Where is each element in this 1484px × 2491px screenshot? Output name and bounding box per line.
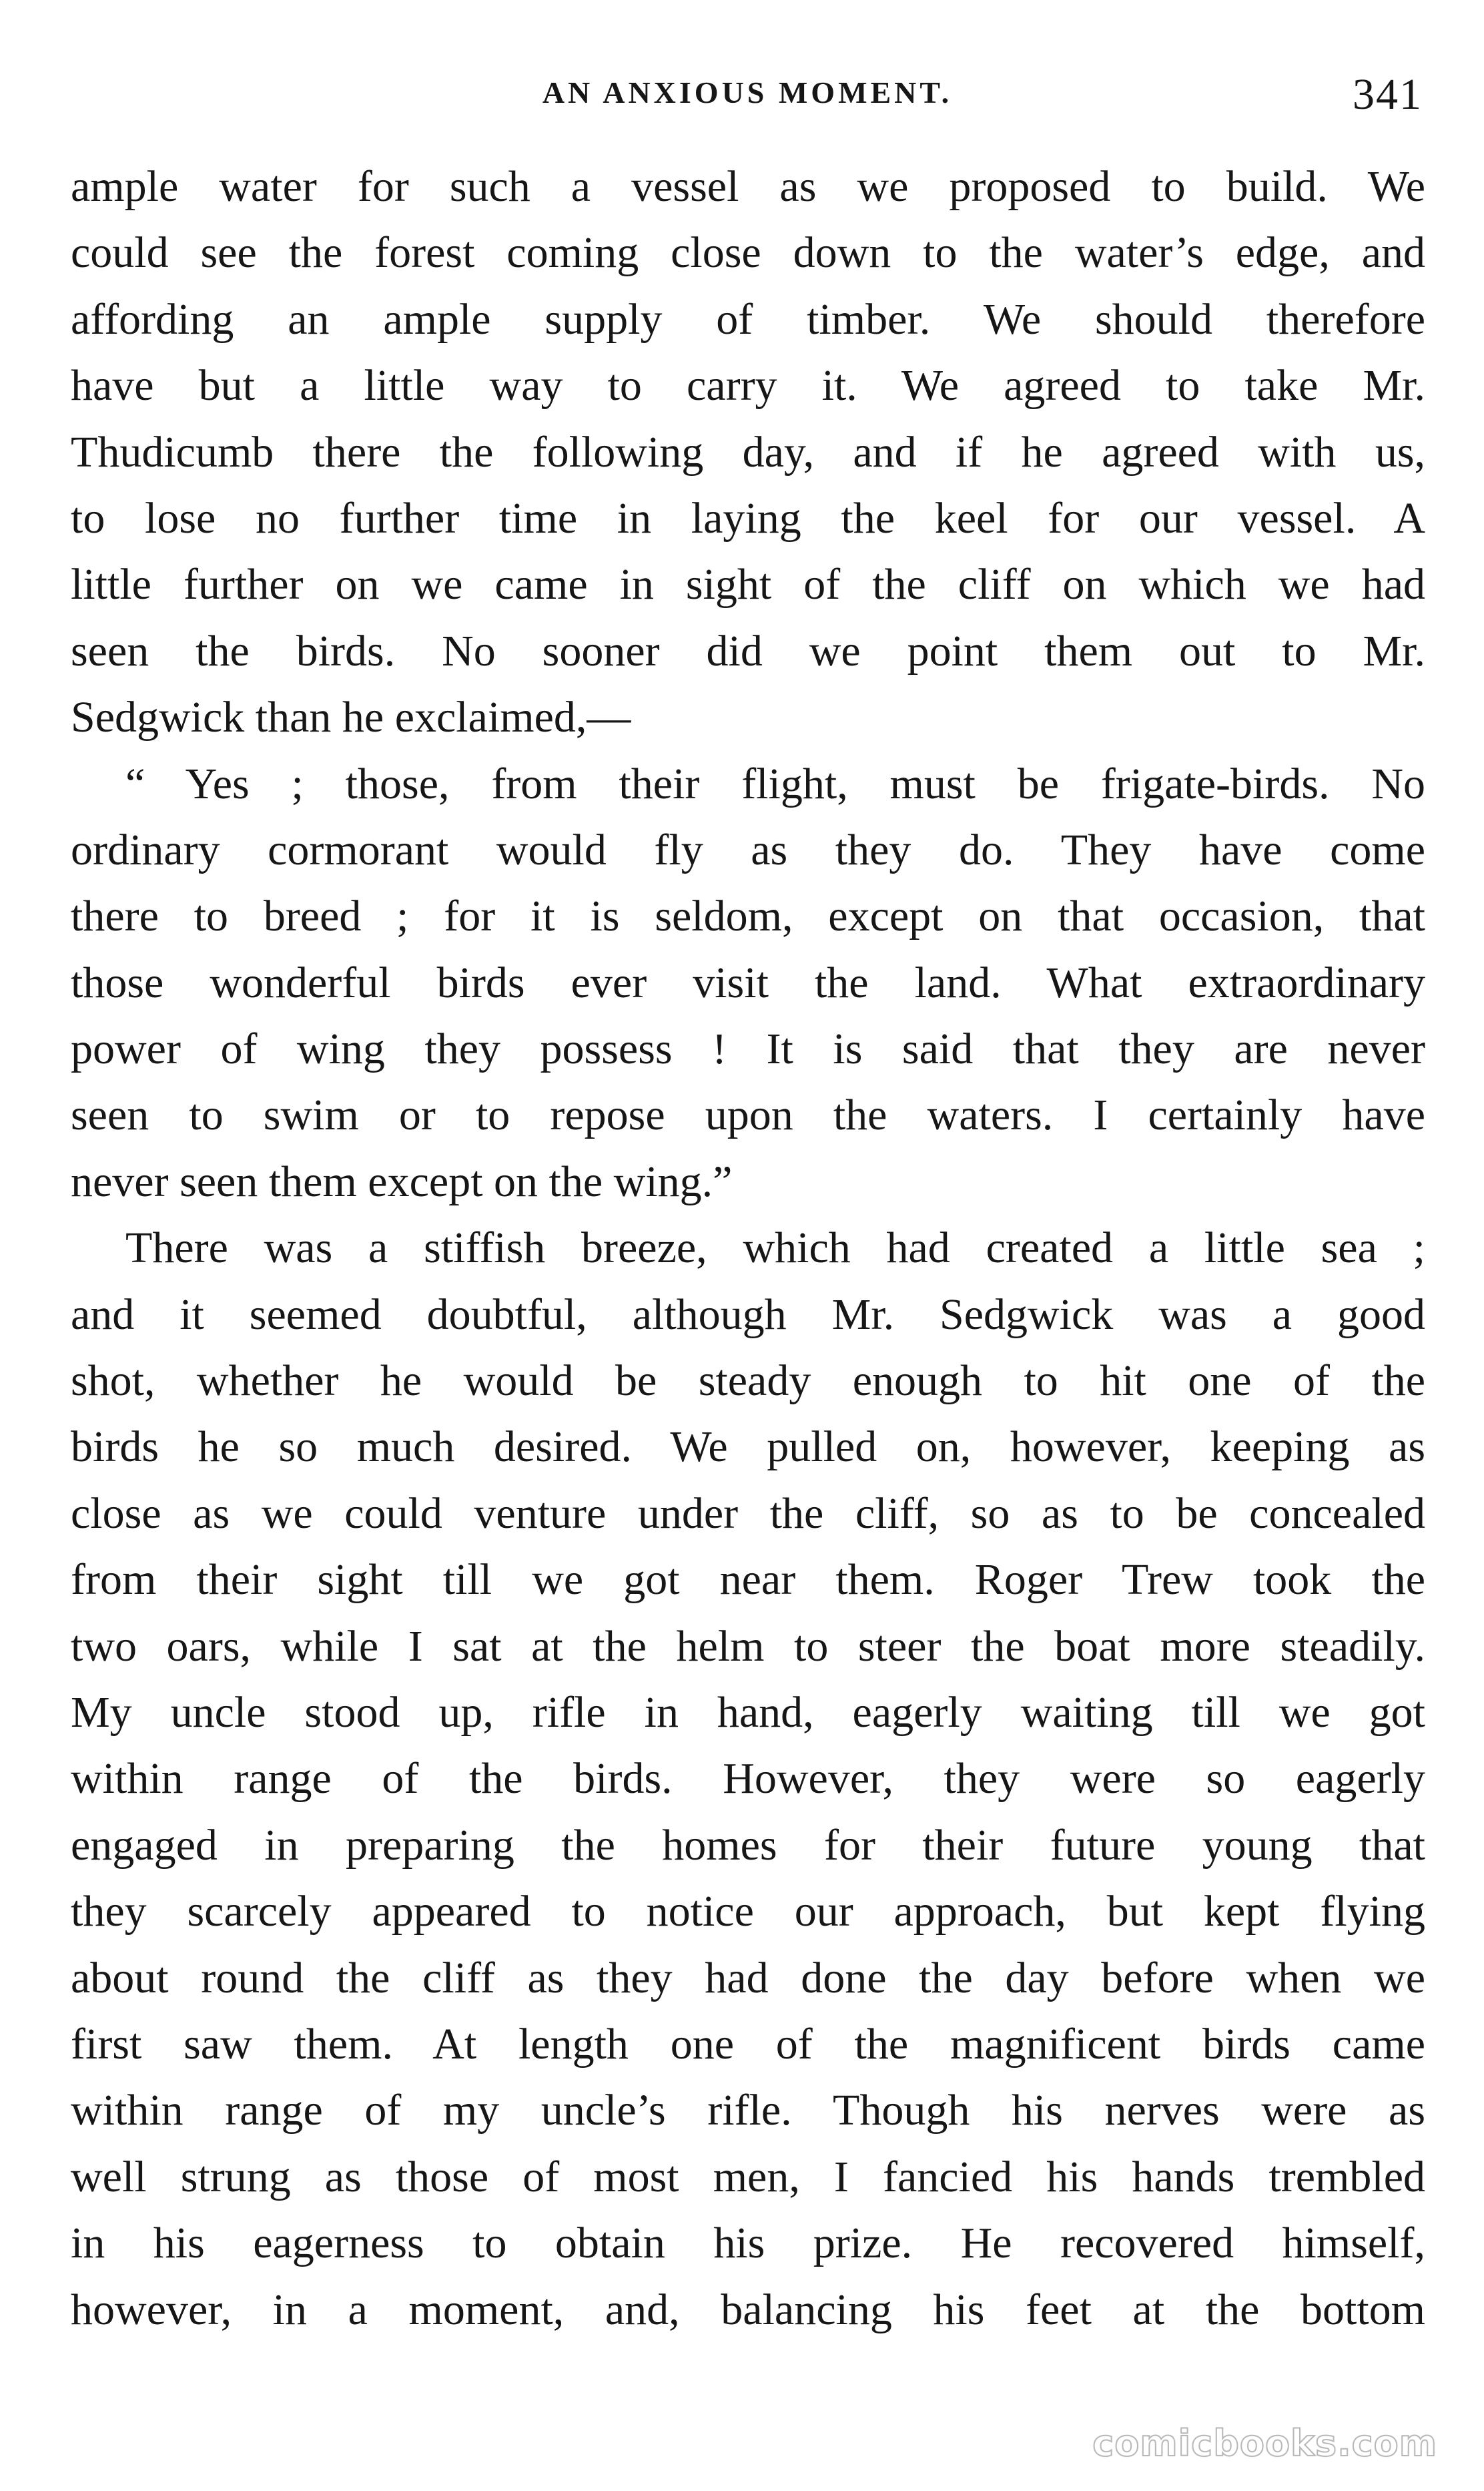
text-line: about round the cliff as they had done the day before when we bbox=[71, 1953, 1425, 2002]
text-line: within range of the birds. However, they were so eagerly bbox=[71, 1754, 1425, 1804]
text-line: have but a little way to carry it. We agreed to take Mr. bbox=[71, 361, 1425, 410]
text-line: they scarcely appeared to notice our approach, but kept flying bbox=[71, 1887, 1425, 1936]
text-line: birds he so much desired. We pulled on, however, keeping as bbox=[71, 1422, 1425, 1472]
running-head: AN ANXIOUS MOMENT. bbox=[542, 75, 953, 109]
text-line: from their sight till we got near them. Roger Trew took the bbox=[71, 1555, 1425, 1605]
page-number: 341 bbox=[1353, 70, 1423, 119]
text-line: never seen them except on the wing.” bbox=[71, 1157, 733, 1206]
text-line: ordinary cormorant would fly as they do. They have come bbox=[71, 825, 1425, 874]
text-line: ample water for such a vessel as we proposed to build. We bbox=[71, 162, 1425, 211]
text-line: however, in a moment, and, balancing his feet at the bottom bbox=[71, 2285, 1425, 2334]
text-line: within range of my uncle’s rifle. Though his nerves were as bbox=[71, 2086, 1425, 2135]
text-line: Thudicumb there the following day, and if he agreed with us, bbox=[71, 427, 1425, 477]
text-line: two oars, while I sat at the helm to steer the boat more steadily. bbox=[71, 1621, 1425, 1671]
text-line: there to breed ; for it is seldom, except on that occasion, that bbox=[71, 892, 1425, 941]
text-line: shot, whether he would be steady enough to hit one of the bbox=[71, 1356, 1425, 1406]
text-line: seen to swim or to repose upon the waters. I certainly have bbox=[71, 1091, 1425, 1140]
body-text bbox=[71, 154, 1425, 2343]
text-line: My uncle stood up, rifle in hand, eagerly waiting till we got bbox=[71, 1687, 1425, 1737]
text-line: engaged in preparing the homes for their future young that bbox=[71, 1820, 1425, 1870]
text-line: to lose no further time in laying the keel for our vessel. A bbox=[71, 493, 1425, 543]
text-line: Sedgwick than he exclaimed,— bbox=[71, 693, 631, 742]
text-line: “ Yes ; those, from their flight, must be frigate-birds. No bbox=[125, 759, 1425, 808]
text-line: well strung as those of most men, I fancied his hands trembled bbox=[71, 2152, 1425, 2201]
text-line: in his eagerness to obtain his prize. He recovered himself, bbox=[71, 2219, 1425, 2268]
text-line: There was a stiffish breeze, which had created a little sea ; bbox=[125, 1223, 1425, 1273]
page-header bbox=[72, 69, 1423, 129]
text-line: close as we could venture under the cliff, so as to be concealed bbox=[71, 1488, 1425, 1538]
text-line: power of wing they possess ! It is said that they are never bbox=[71, 1025, 1425, 1074]
text-line: those wonderful birds ever visit the land. What extraordinary bbox=[71, 958, 1425, 1007]
text-line: little further on we came in sight of the cliff on which we had bbox=[71, 560, 1425, 609]
text-line: first saw them. At length one of the magnificent birds came bbox=[71, 2019, 1425, 2068]
text-line: seen the birds. No sooner did we point them out to Mr. bbox=[71, 626, 1425, 675]
text-line: affording an ample supply of timber. We should therefore bbox=[71, 294, 1425, 344]
watermark: comicbooks.com bbox=[1092, 2422, 1437, 2464]
text-line: could see the forest coming close down to the water’s edge, and bbox=[71, 228, 1425, 278]
text-line: and it seemed doubtful, although Mr. Sedgwick was a good bbox=[71, 1290, 1425, 1339]
